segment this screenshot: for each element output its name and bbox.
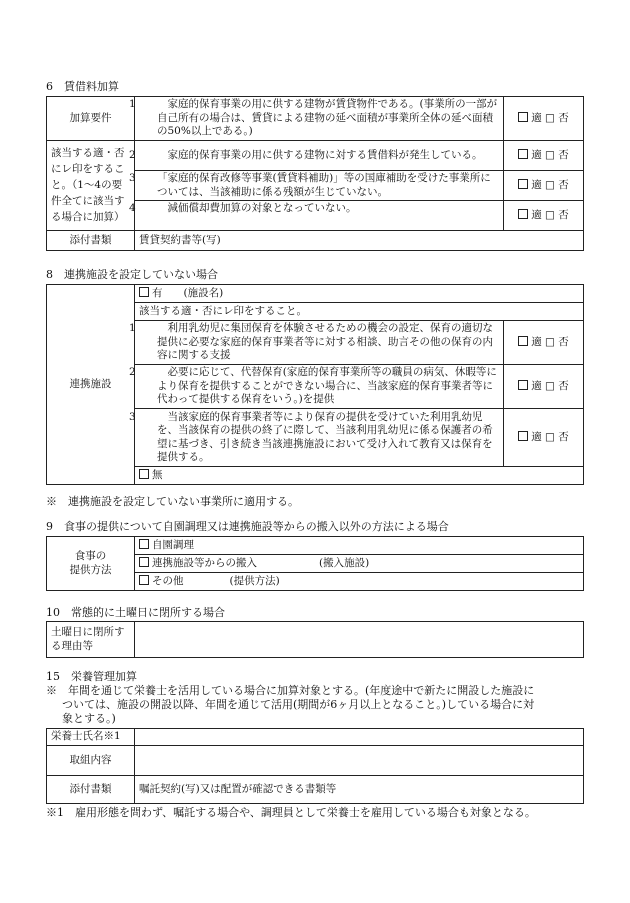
saturday-reason-label: 土曜日に閉所する理由等	[47, 622, 135, 658]
choice-3[interactable]: 適 □ 否	[504, 171, 584, 201]
section-8-table	[46, 284, 584, 485]
attach-label-15: 添付書類	[47, 776, 135, 804]
attach-value-15: 嘱託契約(写)又は配置が確認できる書類等	[135, 776, 584, 804]
linked-facility-label: 連携施設	[47, 285, 135, 485]
meal-option-2[interactable]: 連携施設等からの搬入 (搬入施設)	[135, 555, 584, 573]
meal-option-3[interactable]: その他 (提供方法)	[135, 573, 584, 591]
section-15-note-3: 象とする。)	[62, 712, 116, 725]
requirement-4: 4 減価償却費加算の対象となっていない。	[135, 201, 504, 231]
requirement-1: 1 家庭的保育事業の用に供する建物が賃貸物件である。(事業所の一部が自己所有の場合は、賃貸による建物の延べ面積が事業所全体の延べ面積の50%以上である。)	[135, 97, 504, 141]
work-content-value[interactable]	[135, 746, 584, 776]
checkbox-icon	[518, 209, 528, 219]
support-2: 2 必要に応じて、代替保育(家庭的保育事業所等の職員の病気、休暇等により保育を提供することができない場合に、当該家庭的保育事業者等に代わって提供する保育をいう。)を提供	[135, 365, 504, 409]
checkbox-icon	[518, 112, 528, 122]
dietitian-name-value[interactable]	[135, 729, 584, 746]
checkbox-icon	[139, 575, 149, 585]
choice-s1[interactable]: 適 □ 否	[504, 321, 584, 365]
checkbox-icon	[139, 287, 149, 297]
support-1: 1 利用乳幼児に集団保育を体験させるための機会の設定、保育の適切な提供に必要な家庭的保育事業者等に対する相談、助言その他の保育の内容に関する支援	[135, 321, 504, 365]
checkbox-icon	[139, 469, 149, 479]
section-8-note: ※ 連携施設を設定していない事業所に適用する。	[46, 495, 299, 508]
option-yes[interactable]: 有 (施設名)	[135, 285, 584, 303]
checkbox-icon	[518, 380, 528, 390]
section-9-title: 9 食事の提供について自園調理又は連携施設等からの搬入以外の方法による場合	[46, 520, 449, 533]
section-15-note-1: ※ 年間を通じて栄養士を活用している場合に加算対象とする。(年度途中で新たに開設した施設に	[46, 684, 535, 697]
section-10-table	[46, 621, 584, 658]
requirement-desc: 該当する適・否にレ印をすること。（1～4の要件全てに該当する場合に加算）	[47, 141, 135, 231]
choice-s3[interactable]: 適 □ 否	[504, 409, 584, 467]
requirement-label: 加算要件	[47, 97, 135, 141]
meal-option-1[interactable]: 自園調理	[135, 537, 584, 555]
requirement-2: 2 家庭的保育事業の用に供する建物に対する賃借料が発生している。	[135, 141, 504, 171]
option-no[interactable]: 無	[135, 467, 584, 485]
section-6-title: 6 賃借料加算	[46, 80, 119, 93]
section-15-note-2: ついては、施設の開設以降、年間を通じて活用(期間が6ヶ月以上となること。)している場合に対	[62, 698, 535, 711]
section-9-table	[46, 536, 584, 591]
attach-label: 添付書類	[47, 231, 135, 251]
section-10-title: 10 常態的に土曜日に閉所する場合	[46, 606, 225, 619]
choice-s2[interactable]: 適 □ 否	[504, 365, 584, 409]
dietitian-name-label: 栄養士氏名※1	[47, 729, 135, 746]
section-15-table	[46, 728, 584, 804]
instruction: 該当する適・否にレ印をすること。	[135, 303, 584, 321]
meal-method-label: 食事の 提供方法	[47, 537, 135, 591]
checkbox-icon	[518, 431, 528, 441]
section-8-title: 8 連携施設を設定していない場合	[46, 268, 218, 281]
section-6-table	[46, 96, 584, 251]
checkbox-icon	[518, 336, 528, 346]
section-15-footnote: ※1 雇用形態を問わず、嘱託する場合や、調理員として栄養士を雇用している場合も対象となる。	[46, 806, 536, 819]
choice-1[interactable]: 適 □ 否	[504, 97, 584, 141]
work-content-label: 取組内容	[47, 746, 135, 776]
requirement-3: 3 「家庭的保育改修等事業(賃貸料補助)」等の国庫補助を受けた事業所については、当該補助に係る残額が生じていない。	[135, 171, 504, 201]
checkbox-icon	[518, 149, 528, 159]
choice-4[interactable]: 適 □ 否	[504, 201, 584, 231]
attach-value: 賃貸契約書等(写)	[135, 231, 584, 251]
checkbox-icon	[139, 557, 149, 567]
saturday-reason-value[interactable]	[135, 622, 584, 658]
section-15-title: 15 栄養管理加算	[46, 670, 137, 683]
checkbox-icon	[139, 539, 149, 549]
support-3: 3 当該家庭的保育事業者等により保育の提供を受けていた利用乳幼児を、当該保育の提供の終了に際して、当該利用乳幼児に係る保護者の希望に基づき、引き続き当該連携施設において受け入れて教育又は保育を提供する。	[135, 409, 504, 467]
checkbox-icon	[518, 179, 528, 189]
choice-2[interactable]: 適 □ 否	[504, 141, 584, 171]
